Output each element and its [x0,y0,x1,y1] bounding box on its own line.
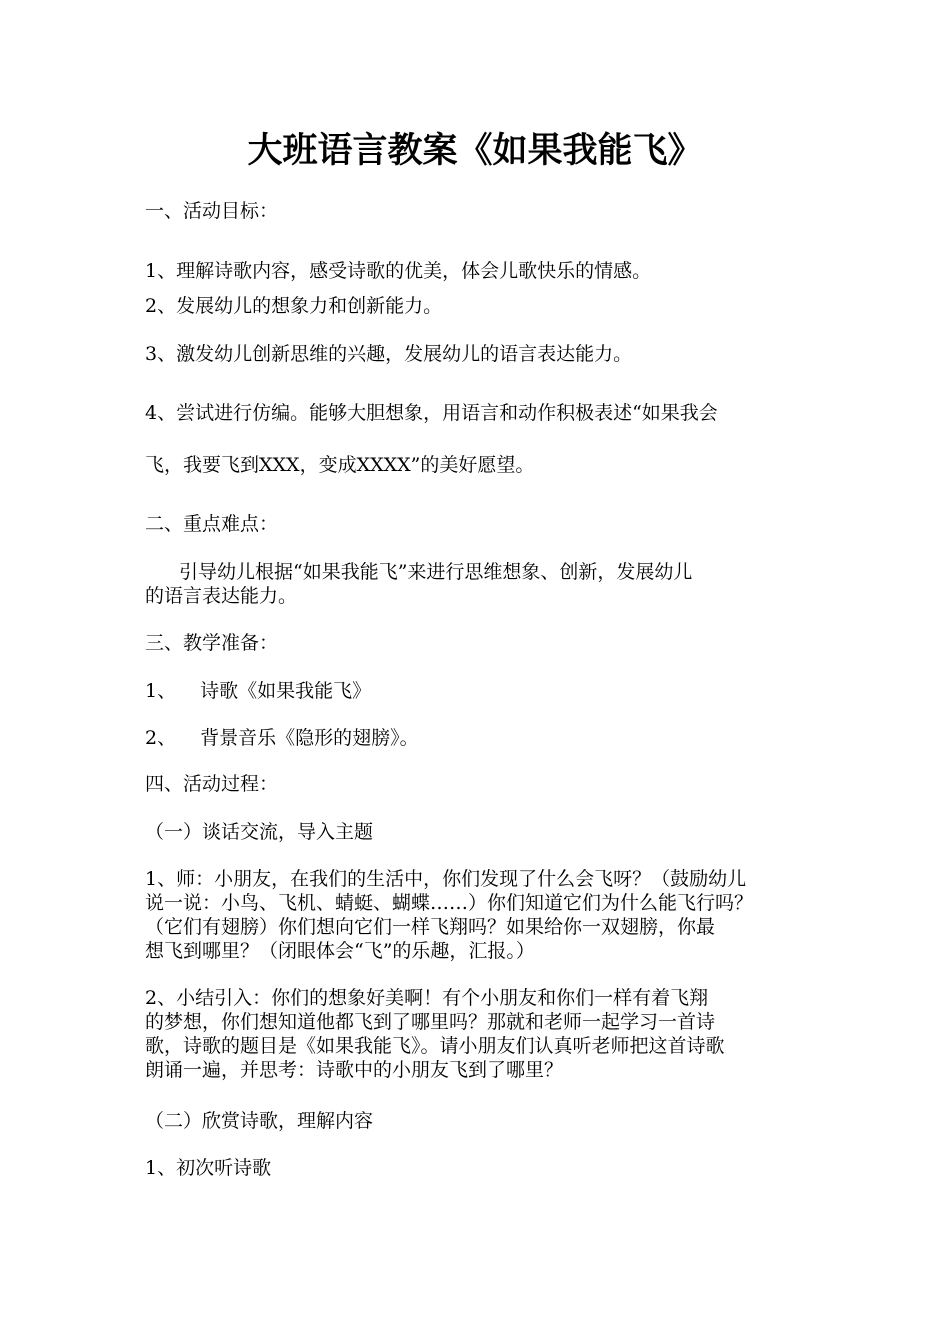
goal-item-2: 2、发展幼儿的想象力和创新能力。 [145,295,443,317]
prep-item-2-num: 2、 [145,727,177,749]
step1-p2-line-3: 歌，诗歌的题目是《如果我能飞》。请小朋友们认真听老师把这首诗歌 [145,1035,725,1057]
key-line-1: 引导幼儿根据“如果我能飞”来进行思维想象、创新，发展幼儿 [179,561,693,583]
goal-item-3: 3、激发幼儿创新思维的兴趣，发展幼儿的语言表达能力。 [145,343,633,365]
step1-paragraph-2 [145,986,815,1082]
step1-p1-line-2: 说一说：小鸟、飞机、蜻蜓、蝴蝶……）你们知道它们为什么能飞行吗？ [145,892,754,914]
key-line-2: 的语言表达能力。 [145,585,298,607]
goal-item-1: 1、理解诗歌内容，感受诗歌的优美，体会儿歌快乐的情感。 [145,260,652,282]
goal-item-4-line-1: 4、尝试进行仿编。能够大胆想象，用语言和动作积极表述“如果我会 [145,402,718,424]
prep-heading: 三、教学准备： [145,632,279,654]
document-title: 大班语言教案《如果我能飞》 [247,131,703,171]
step2-heading: （二）欣赏诗歌，理解内容 [145,1110,374,1132]
prep-item-2 [145,726,815,750]
prep-item-1-text: 诗歌《如果我能飞》 [200,680,372,702]
step1-heading: （一）谈话交流，导入主题 [145,821,374,843]
prep-item-2-text: 背景音乐《隐形的翅膀》。 [200,727,419,749]
step1-p1-line-1: 1、师：小朋友，在我们的生活中，你们发现了什么会飞呀？（鼓励幼儿 [145,868,747,890]
step1-p2-line-4: 朗诵一遍，并思考：诗歌中的小朋友飞到了哪里？ [145,1059,564,1081]
step1-p1-line-3: （它们有翅膀）你们想向它们一样飞翔吗？如果给你一双翅膀，你最 [145,916,716,938]
step1-p2-line-2: 的梦想，你们想知道他都飞到了哪里吗？那就和老师一起学习一首诗 [145,1011,716,1033]
prep-item-1-num: 1、 [145,680,177,702]
goals-heading: 一、活动目标： [145,200,279,222]
step1-p1-line-4: 想飞到哪里？（闭眼体会“飞”的乐趣，汇报。） [145,940,535,962]
process-heading: 四、活动过程： [145,773,279,795]
step1-paragraph-1 [145,867,815,963]
prep-item-1 [145,679,815,703]
step2-item-1: 1、初次听诗歌 [145,1157,272,1179]
key-paragraph [145,560,815,608]
goal-item-4-line-2: 飞，我要飞到XXX，变成XXXX”的美好愿望。 [145,454,535,476]
key-heading: 二、重点难点： [145,513,279,535]
step1-p2-line-1: 2、小结引入：你们的想象好美啊！有个小朋友和你们一样有着飞翔 [145,987,709,1009]
